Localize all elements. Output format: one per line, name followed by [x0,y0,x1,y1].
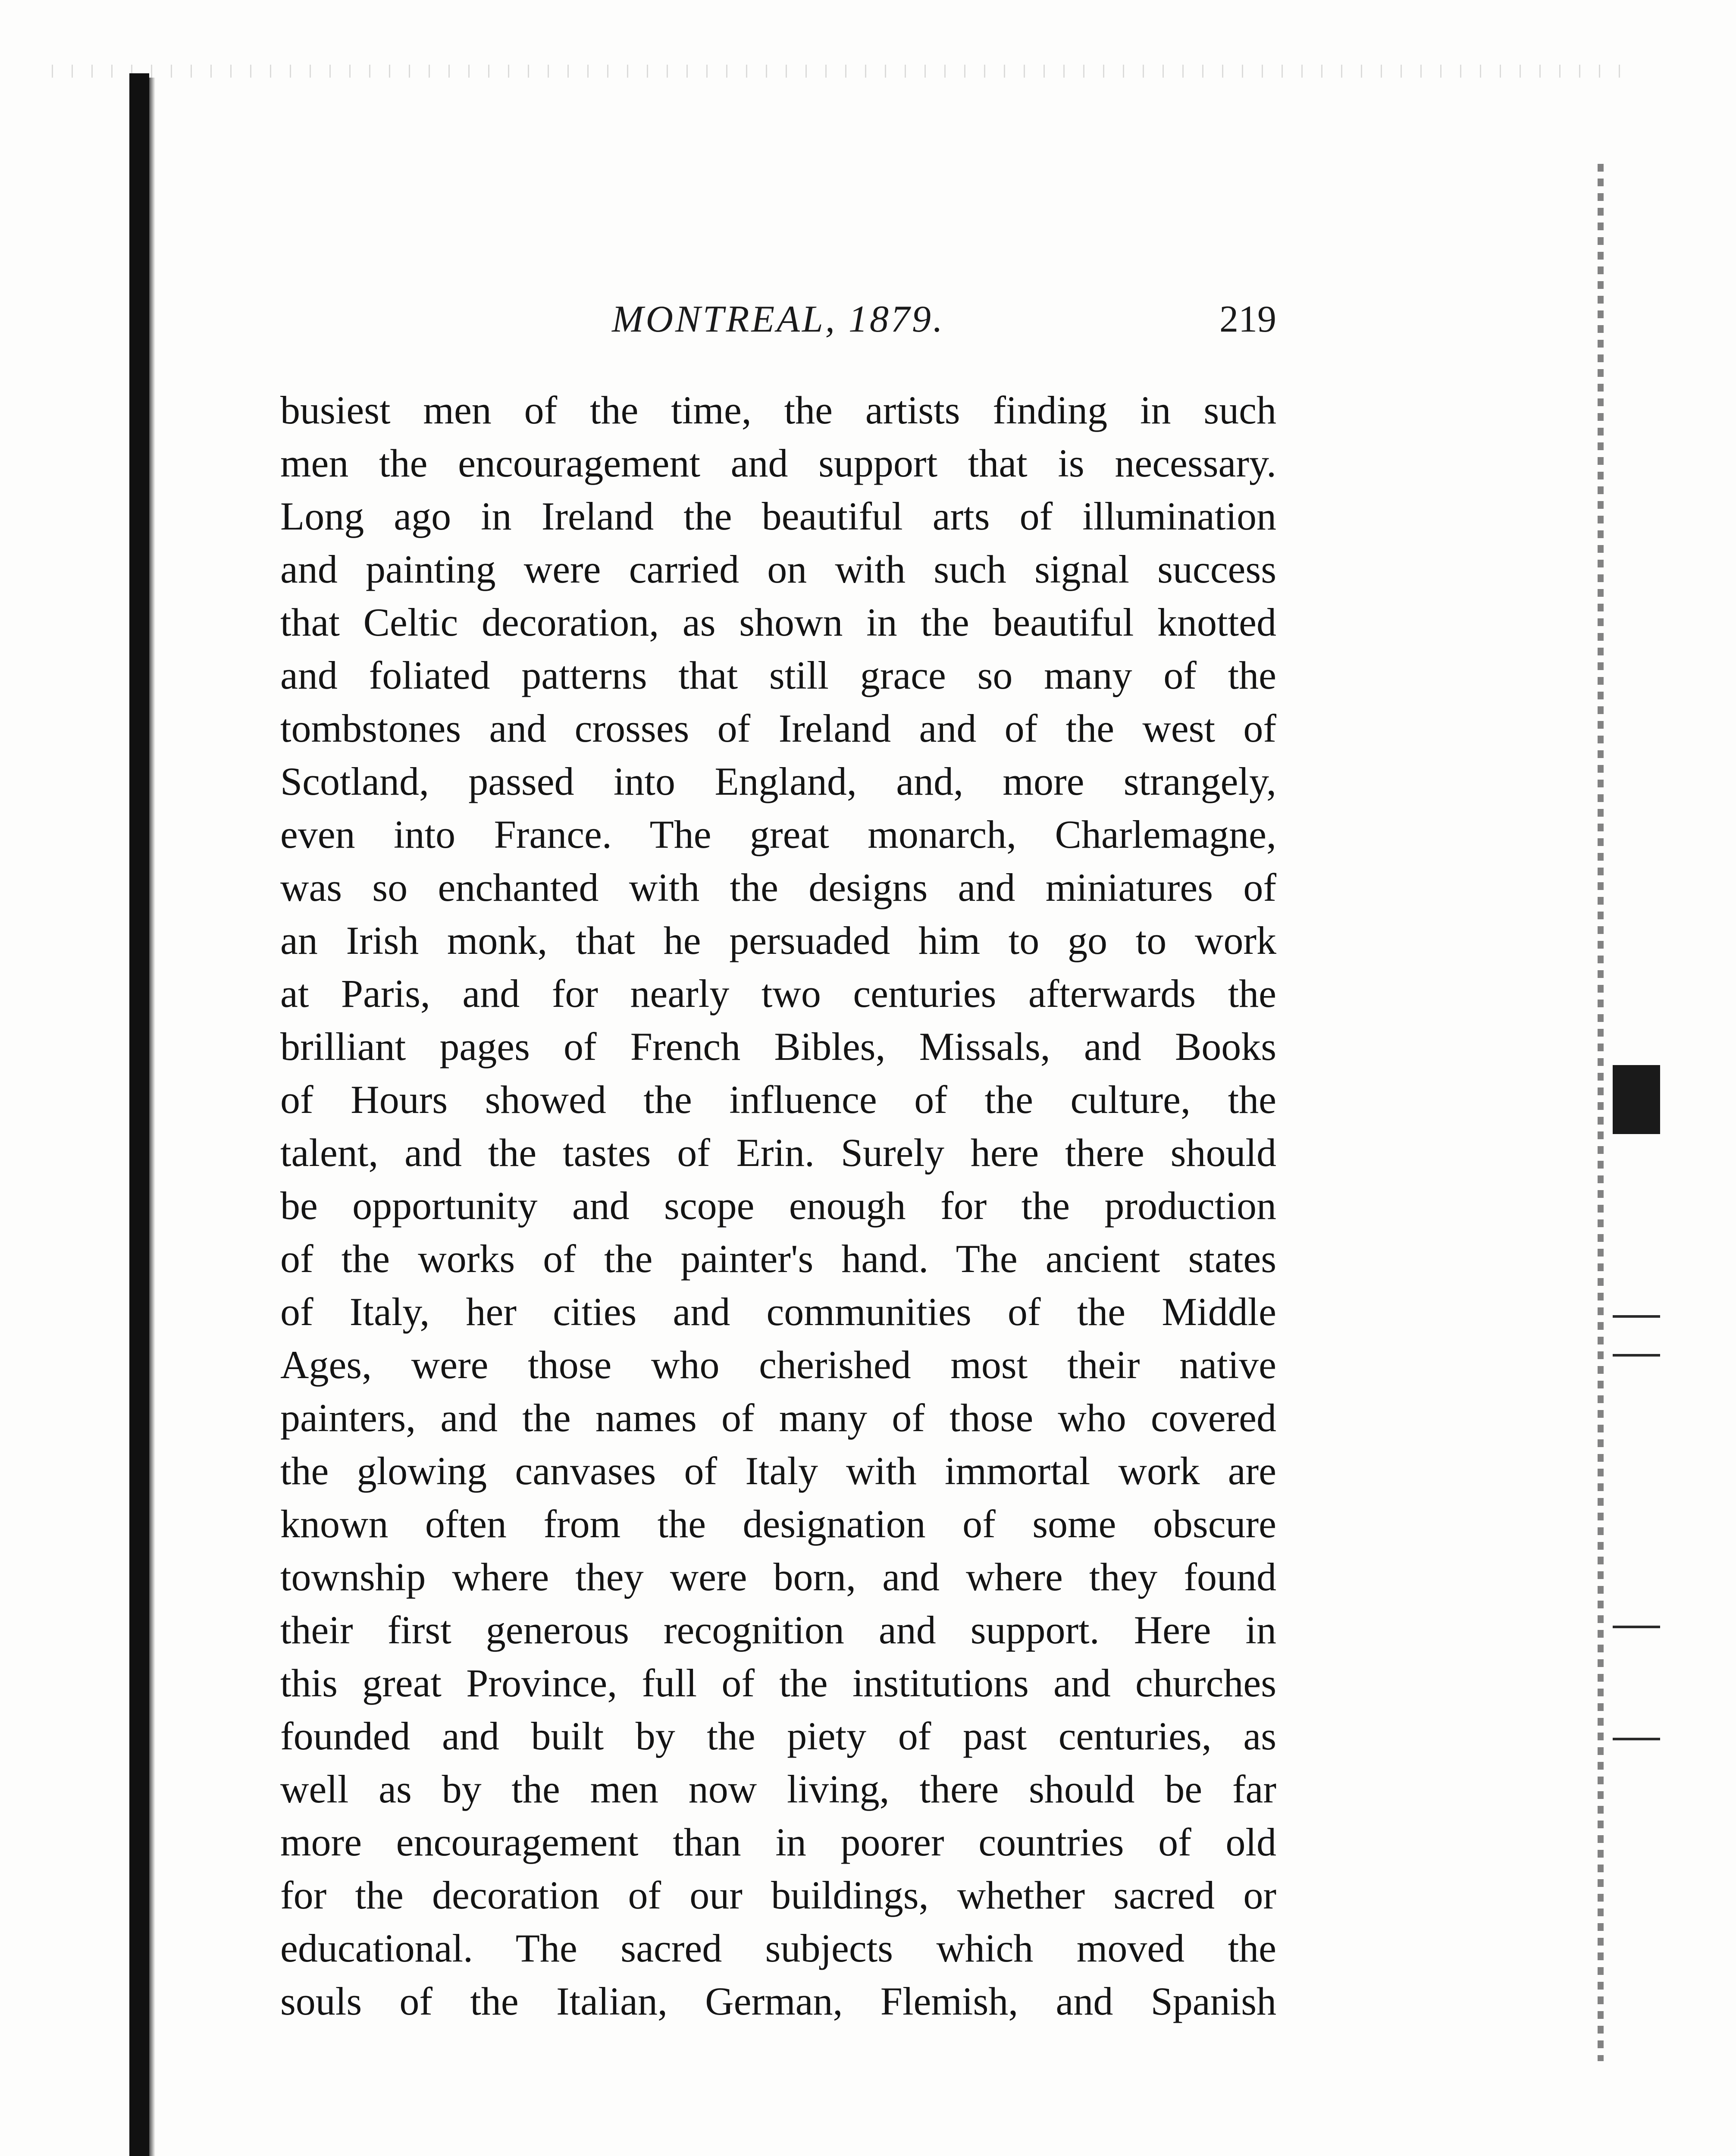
text-line: that Celtic decoration, as shown in the beautiful knotted [280,600,1276,644]
text-line: this great Province, full of the institutions and churches [280,1661,1276,1705]
page-edge-tick [1613,1626,1660,1628]
scan-noise-top [52,65,1639,78]
text-line: men the encouragement and support that is necessary. [280,441,1276,485]
page-edge-tick [1613,1738,1660,1740]
text-line: of Italy, her cities and communities of the Middle [280,1290,1276,1334]
text-line: be opportunity and scope enough for the production [280,1184,1276,1228]
bleed-through-edge [1598,164,1604,2061]
text-line: the glowing canvases of Italy with immortal work are [280,1449,1276,1493]
text-line: was so enchanted with the designs and miniatures of [280,865,1276,909]
text-line: founded and built by the piety of past centuries, as [280,1714,1276,1758]
text-line: talent, and the tastes of Erin. Surely here there should [280,1131,1276,1175]
text-line: an Irish monk, that he persuaded him to go to work [280,918,1276,962]
running-title: MONTREAL, 1879. [612,298,945,340]
page-edge-tick [1613,1354,1660,1357]
text-line: for the decoration of our buildings, whether sacred or [280,1873,1276,1917]
text-line: and painting were carried on with such signal success [280,547,1276,591]
text-line: at Paris, and for nearly two centuries afterwards the [280,971,1276,1015]
text-line: township where they were born, and where they found [280,1555,1276,1599]
text-line: their first generous recognition and support. Here in [280,1608,1276,1652]
binding-shadow [149,78,155,2156]
text-line: educational. The sacred subjects which moved the [280,1926,1276,1970]
text-line: well as by the men now living, there should be far [280,1767,1276,1811]
text-line: more encouragement than in poorer countries of old [280,1820,1276,1864]
text-line: even into France. The great monarch, Charlemagne, [280,812,1276,856]
text-line: brilliant pages of French Bibles, Missals, and Books [280,1025,1276,1069]
body-paragraph [280,384,1276,2028]
text-line: of Hours showed the influence of the culture, the [280,1078,1276,1122]
text-line: busiest men of the time, the artists finding in such [280,388,1276,432]
text-line: Scotland, passed into England, and, more strangely, [280,759,1276,803]
text-line: known often from the designation of some obscure [280,1502,1276,1546]
text-line: and foliated patterns that still grace so many of the [280,653,1276,697]
page-number: 219 [1219,298,1276,340]
text-line: Long ago in Ireland the beautiful arts of illumination [280,494,1276,538]
text-line: Ages, were those who cherished most their native [280,1343,1276,1387]
page-edge-tick [1613,1315,1660,1318]
text-line: tombstones and crosses of Ireland and of the west of [280,706,1276,750]
binding-edge [129,73,149,2156]
text-line: souls of the Italian, German, Flemish, and Spanish [280,1979,1276,2023]
running-header [280,298,1276,345]
text-line: of the works of the painter's hand. The ancient states [280,1237,1276,1281]
page-edge-mark [1613,1065,1660,1134]
text-line: painters, and the names of many of those who covered [280,1396,1276,1440]
